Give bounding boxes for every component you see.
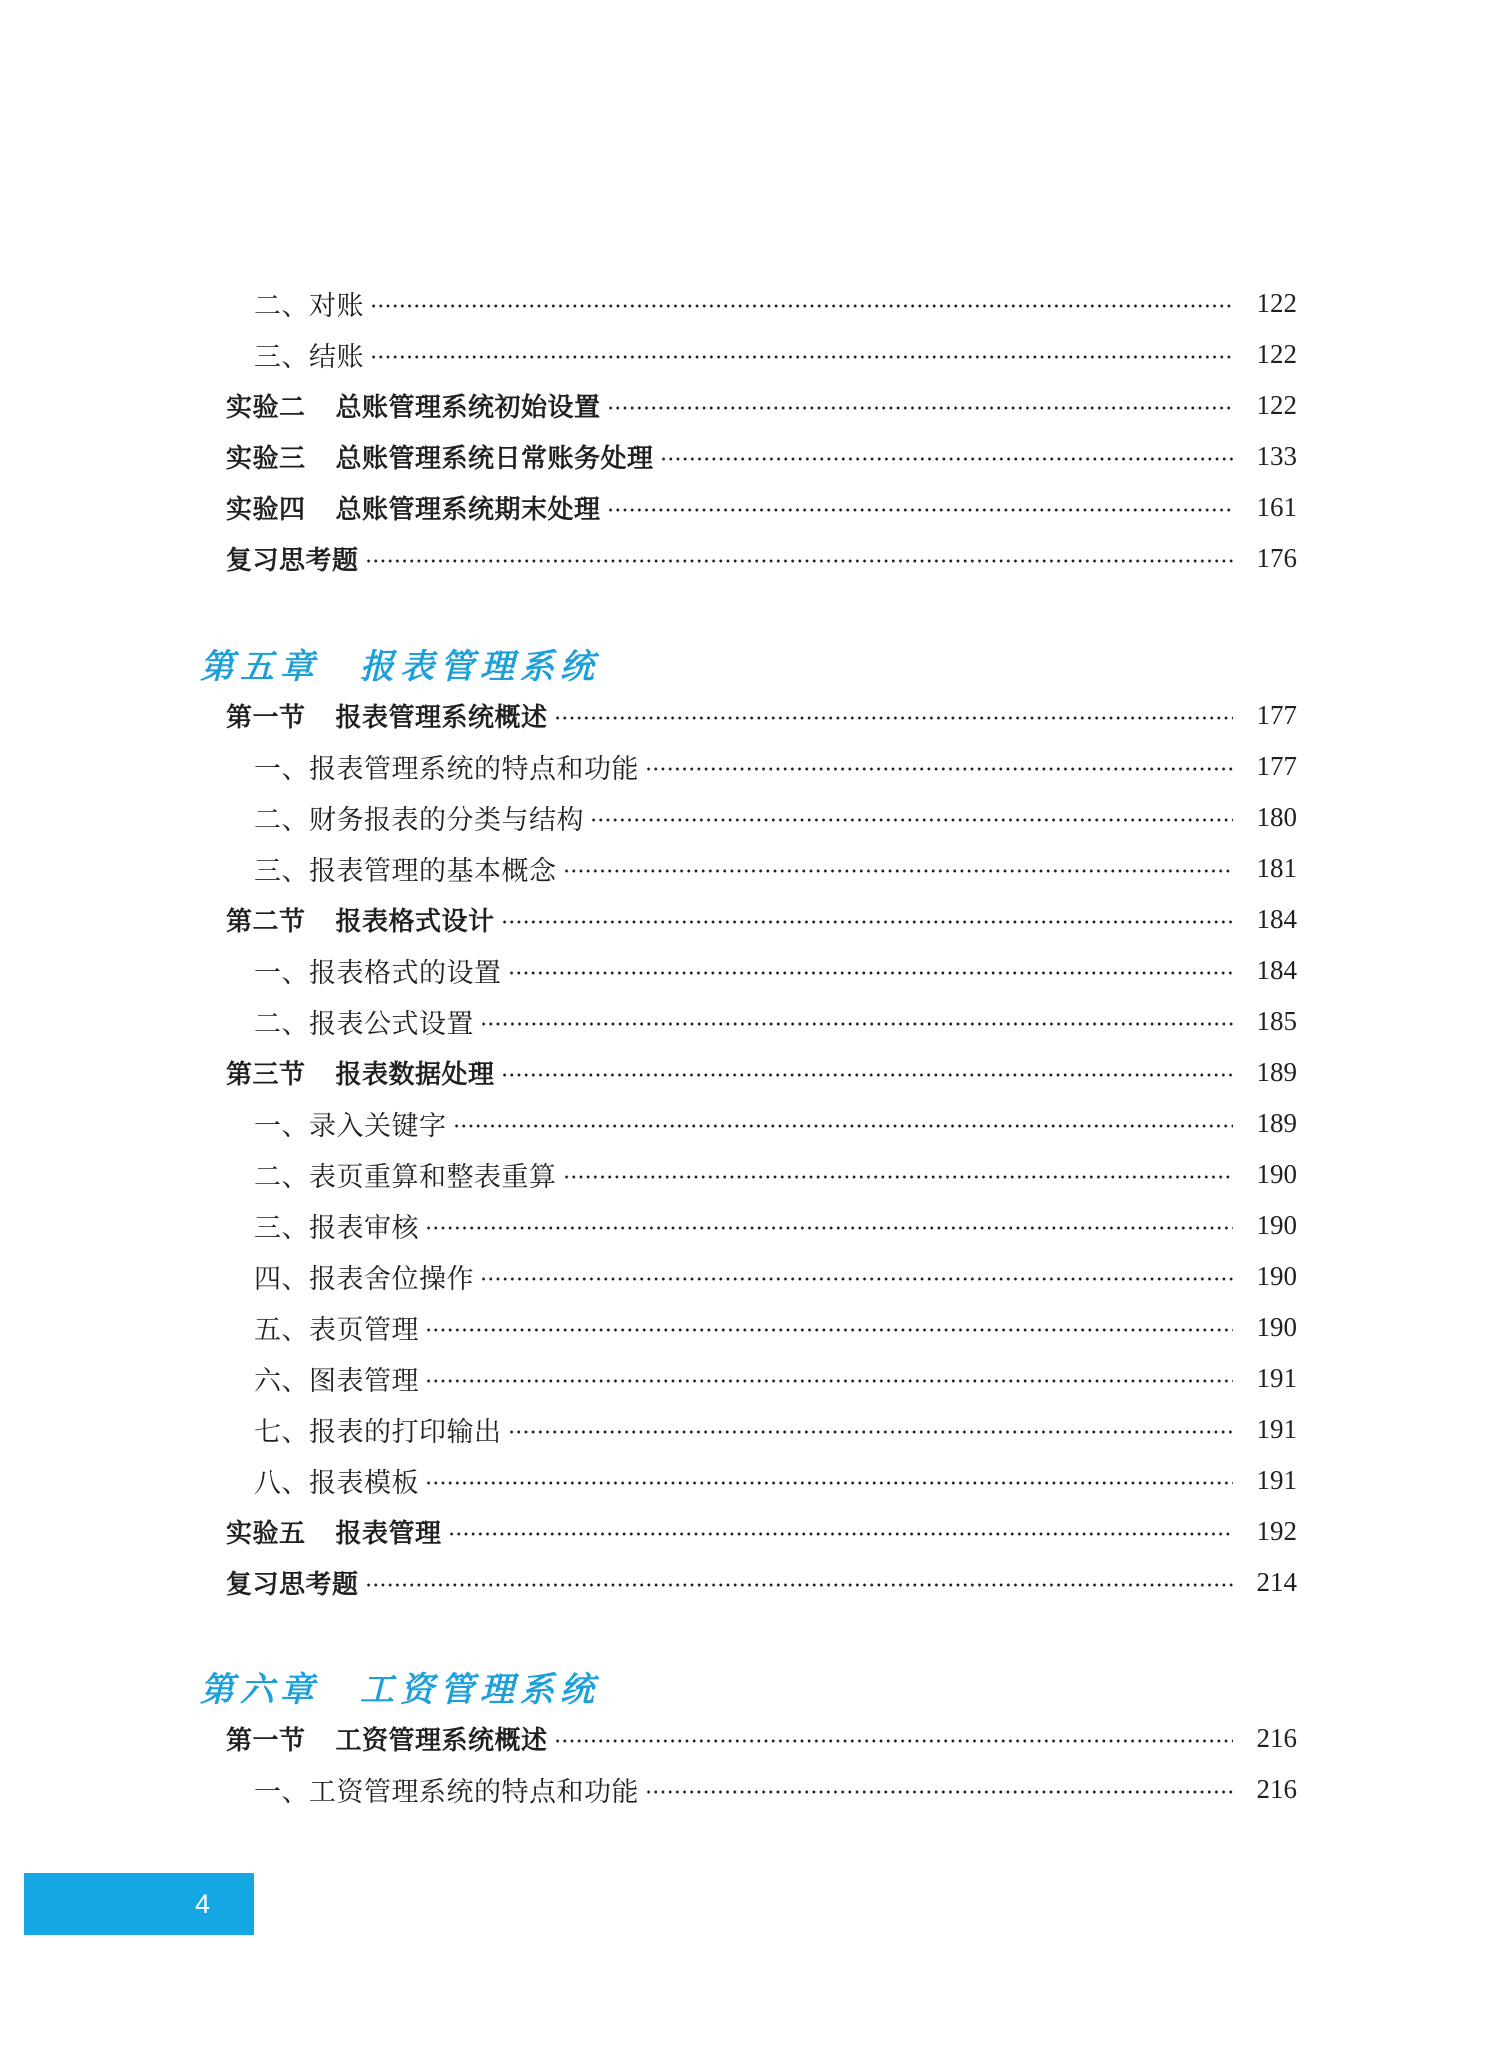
toc-section-entry[interactable]	[0, 1506, 1489, 1557]
toc-entry-label: 七、报表的打印输出	[254, 1417, 502, 1448]
leader-dots	[645, 767, 1233, 771]
toc-entry-label: 复习思考题	[226, 546, 359, 576]
toc-section-prefix: 第一节	[226, 703, 306, 733]
toc-entry[interactable]	[0, 945, 1489, 996]
toc-entry-page: 122	[1256, 390, 1297, 420]
toc-entry-page: 133	[1256, 441, 1297, 471]
leader-dots	[370, 304, 1233, 308]
toc-entry-page: 181	[1256, 853, 1297, 883]
toc-entry-page: 190	[1256, 1312, 1297, 1342]
toc-section-entry[interactable]	[0, 1713, 1489, 1764]
leader-dots	[554, 716, 1233, 720]
toc-section-entry[interactable]	[0, 1557, 1489, 1608]
toc-section-entry[interactable]	[0, 482, 1489, 533]
leader-dots	[453, 1124, 1234, 1128]
leader-dots	[508, 1430, 1234, 1434]
leader-dots	[425, 1379, 1233, 1383]
toc-entry[interactable]	[0, 741, 1489, 792]
leader-dots	[501, 1073, 1233, 1077]
leader-dots	[590, 818, 1233, 822]
chapter-number: 第五章	[200, 646, 320, 687]
leader-dots	[448, 1532, 1233, 1536]
toc-entry-page: 176	[1256, 543, 1297, 573]
toc-entry-page: 190	[1256, 1261, 1297, 1291]
toc-entry[interactable]	[0, 1302, 1489, 1353]
toc-section-prefix: 第三节	[226, 1060, 306, 1090]
toc-section-entry[interactable]	[0, 1047, 1489, 1098]
chapter-heading[interactable]	[200, 633, 600, 693]
toc-entry[interactable]	[0, 1353, 1489, 1404]
chapter-number: 第六章	[200, 1669, 320, 1710]
toc-section-prefix: 实验五	[226, 1519, 306, 1549]
toc-entry-label: 二、表页重算和整表重算	[254, 1162, 557, 1193]
toc-entry-label: 报表格式设计	[335, 907, 495, 937]
toc-entry[interactable]	[0, 1098, 1489, 1149]
toc-entry-page: 185	[1256, 1006, 1297, 1036]
leader-dots	[425, 1226, 1233, 1230]
leader-dots	[501, 920, 1233, 924]
leader-dots	[554, 1739, 1233, 1743]
toc-entry-page: 177	[1256, 700, 1297, 730]
leader-dots	[365, 1583, 1233, 1587]
toc-entry-label: 三、结账	[254, 342, 364, 373]
toc-entry-page: 191	[1256, 1414, 1297, 1444]
leader-dots	[645, 1790, 1233, 1794]
toc-entry-label: 总账管理系统初始设置	[335, 393, 601, 423]
toc-entry[interactable]	[0, 329, 1489, 380]
toc-entry-page: 216	[1256, 1723, 1297, 1753]
toc-entry-label: 二、对账	[254, 291, 364, 322]
chapter-heading[interactable]	[200, 1656, 600, 1716]
toc-section-prefix: 第一节	[226, 1726, 306, 1756]
toc-section-entry[interactable]	[0, 894, 1489, 945]
toc-section-entry[interactable]	[0, 431, 1489, 482]
toc-entry-label: 六、图表管理	[254, 1366, 419, 1397]
toc-section-entry[interactable]	[0, 690, 1489, 741]
leader-dots	[365, 559, 1233, 563]
toc-entry[interactable]	[0, 1200, 1489, 1251]
toc-entry-page: 161	[1256, 492, 1297, 522]
leader-dots	[607, 508, 1233, 512]
leader-dots	[370, 355, 1233, 359]
leader-dots	[425, 1481, 1233, 1485]
toc-section-prefix: 实验二	[226, 393, 306, 423]
toc-entry[interactable]	[0, 792, 1489, 843]
toc-entry-page: 122	[1256, 339, 1297, 369]
page-number-badge	[24, 1873, 254, 1935]
toc-entry[interactable]	[0, 996, 1489, 1047]
leader-dots	[563, 869, 1234, 873]
toc-entry-label: 工资管理系统概述	[335, 1726, 548, 1756]
leader-dots	[660, 457, 1233, 461]
toc-entry-label: 三、报表审核	[254, 1213, 419, 1244]
toc-entry-label: 八、报表模板	[254, 1468, 419, 1499]
toc-entry-label: 三、报表管理的基本概念	[254, 856, 557, 887]
toc-entry-page: 189	[1256, 1057, 1297, 1087]
toc-entry-label: 报表管理系统概述	[335, 703, 548, 733]
toc-entry-page: 191	[1256, 1363, 1297, 1393]
toc-entry-label: 总账管理系统期末处理	[335, 495, 601, 525]
toc-entry-label: 报表管理	[335, 1519, 442, 1549]
toc-entry-label: 二、财务报表的分类与结构	[254, 805, 584, 836]
toc-entry-label: 复习思考题	[226, 1570, 359, 1600]
toc-entry-page: 216	[1256, 1774, 1297, 1804]
toc-entry[interactable]	[0, 1455, 1489, 1506]
toc-entry-page: 192	[1256, 1516, 1297, 1546]
toc-section-entry[interactable]	[0, 380, 1489, 431]
toc-section-entry[interactable]	[0, 533, 1489, 584]
toc-entry-label: 二、报表公式设置	[254, 1009, 474, 1040]
page-number: 4	[194, 1888, 210, 1919]
toc-entry[interactable]	[0, 1404, 1489, 1455]
toc-section-prefix: 第二节	[226, 907, 306, 937]
toc-entry-page: 214	[1256, 1567, 1297, 1597]
toc-entry[interactable]	[0, 1251, 1489, 1302]
leader-dots	[607, 406, 1233, 410]
toc-entry-page: 184	[1256, 904, 1297, 934]
toc-entry-label: 一、报表格式的设置	[254, 958, 502, 989]
toc-entry[interactable]	[0, 1764, 1489, 1815]
toc-entry-label: 报表数据处理	[335, 1060, 495, 1090]
toc-entry-page: 189	[1256, 1108, 1297, 1138]
toc-entry-page: 191	[1256, 1465, 1297, 1495]
toc-entry-label: 总账管理系统日常账务处理	[335, 444, 654, 474]
toc-entry-page: 177	[1256, 751, 1297, 781]
toc-entry-label: 一、工资管理系统的特点和功能	[254, 1777, 639, 1808]
toc-entry[interactable]	[0, 278, 1489, 329]
toc-entry-label: 一、报表管理系统的特点和功能	[254, 754, 639, 785]
toc-entry-label: 四、报表舍位操作	[254, 1264, 474, 1295]
toc-entry-page: 180	[1256, 802, 1297, 832]
chapter-title: 报表管理系统	[360, 646, 600, 687]
toc-entry[interactable]	[0, 843, 1489, 894]
toc-entry-page: 190	[1256, 1210, 1297, 1240]
toc-entry-page: 184	[1256, 955, 1297, 985]
leader-dots	[480, 1277, 1233, 1281]
toc-entry-page: 190	[1256, 1159, 1297, 1189]
leader-dots	[480, 1022, 1233, 1026]
leader-dots	[425, 1328, 1233, 1332]
toc-section-prefix: 实验三	[226, 444, 306, 474]
leader-dots	[563, 1175, 1234, 1179]
toc-entry-label: 五、表页管理	[254, 1315, 419, 1346]
toc-entry[interactable]	[0, 1149, 1489, 1200]
toc-entry-page: 122	[1256, 288, 1297, 318]
toc-entry-label: 一、录入关键字	[254, 1111, 447, 1142]
toc-section-prefix: 实验四	[226, 495, 306, 525]
chapter-title: 工资管理系统	[360, 1669, 600, 1710]
leader-dots	[508, 971, 1234, 975]
